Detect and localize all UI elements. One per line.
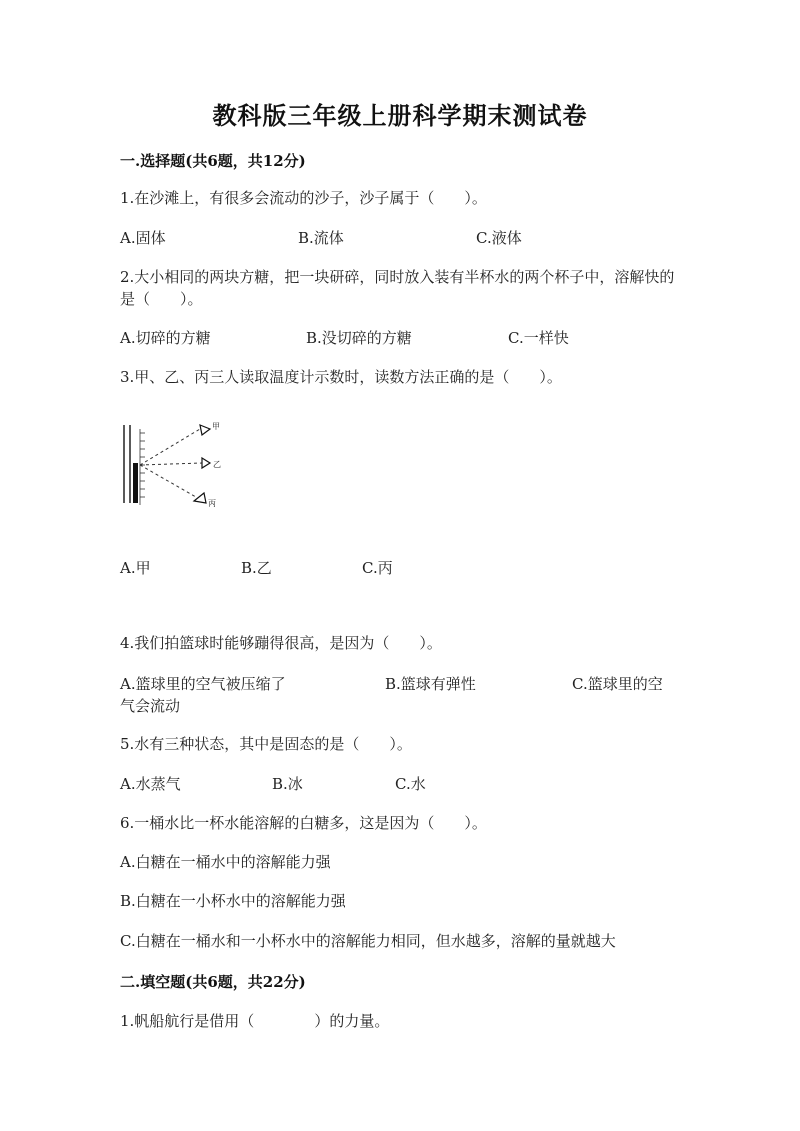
question-6: 6.一桶水比一杯水能溶解的白糖多，这是因为（ ）。 [120, 814, 487, 832]
q5-option-c[interactable]: C.水 [395, 775, 426, 793]
q5-option-b[interactable]: B.冰 [272, 775, 303, 793]
q1-option-b[interactable]: B.流体 [298, 229, 344, 247]
sight-lines [140, 429, 202, 497]
figure-label-jia: 甲 [212, 422, 220, 431]
q1-option-c[interactable]: C.液体 [476, 229, 522, 247]
question-2: 2.大小相同的两块方糖，把一块研碎，同时放入装有半杯水的两个杯子中，溶解快的是（ ）。 [120, 268, 675, 308]
eye-bing-icon [194, 493, 206, 503]
thermometer-liquid [133, 463, 138, 503]
figure-label-bing: 丙 [208, 499, 216, 508]
q6-option-c[interactable]: C.白糖在一桶水和一小杯水中的溶解能力相同，但水越多，溶解的量就越大 [120, 932, 616, 950]
page-title: 教科版三年级上册科学期末测试卷 [212, 101, 588, 130]
q6-option-a[interactable]: A.白糖在一桶水中的溶解能力强 [120, 853, 331, 871]
q2-option-a[interactable]: A.切碎的方糖 [120, 329, 211, 347]
fill-question-1: 1.帆船航行是借用（ ）的力量。 [120, 1012, 390, 1030]
section-heading-choice: 一.选择题(共6题，共12分) [120, 152, 306, 170]
q3-option-a[interactable]: A.甲 [120, 559, 151, 577]
thermometer-scale [140, 429, 145, 505]
q1-option-a[interactable]: A.固体 [120, 229, 166, 247]
q4-option-b[interactable]: B.篮球有弹性 [385, 675, 476, 693]
q6-option-b[interactable]: B.白糖在一小杯水中的溶解能力强 [120, 892, 346, 910]
q4-option-c[interactable]: C.篮球里的空 [572, 675, 663, 693]
q4-option-c-continued: 气会流动 [120, 697, 181, 715]
question-3: 3.甲、乙、丙三人读取温度计示数时，读数方法正确的是（ ）。 [120, 368, 562, 386]
q3-option-c[interactable]: C.丙 [362, 559, 393, 577]
q2-option-b[interactable]: B.没切碎的方糖 [306, 329, 412, 347]
eye-jia-icon [200, 425, 210, 435]
question-1: 1.在沙滩上，有很多会流动的沙子，沙子属于（ ）。 [120, 189, 487, 207]
q5-option-a[interactable]: A.水蒸气 [120, 775, 181, 793]
thermometer-reading-figure [120, 415, 230, 515]
question-5: 5.水有三种状态，其中是固态的是（ ）。 [120, 735, 412, 753]
question-4: 4.我们拍篮球时能够蹦得很高，是因为（ ）。 [120, 634, 442, 652]
section-heading-fill-blank: 二.填空题(共6题，共22分) [120, 973, 306, 991]
eye-icons [194, 425, 210, 503]
q2-option-c[interactable]: C.一样快 [508, 329, 569, 347]
figure-label-yi: 乙 [213, 460, 221, 469]
eye-yi-icon [202, 458, 210, 468]
q4-option-a[interactable]: A.篮球里的空气被压缩了 [120, 675, 286, 693]
q3-option-b[interactable]: B.乙 [241, 559, 272, 577]
